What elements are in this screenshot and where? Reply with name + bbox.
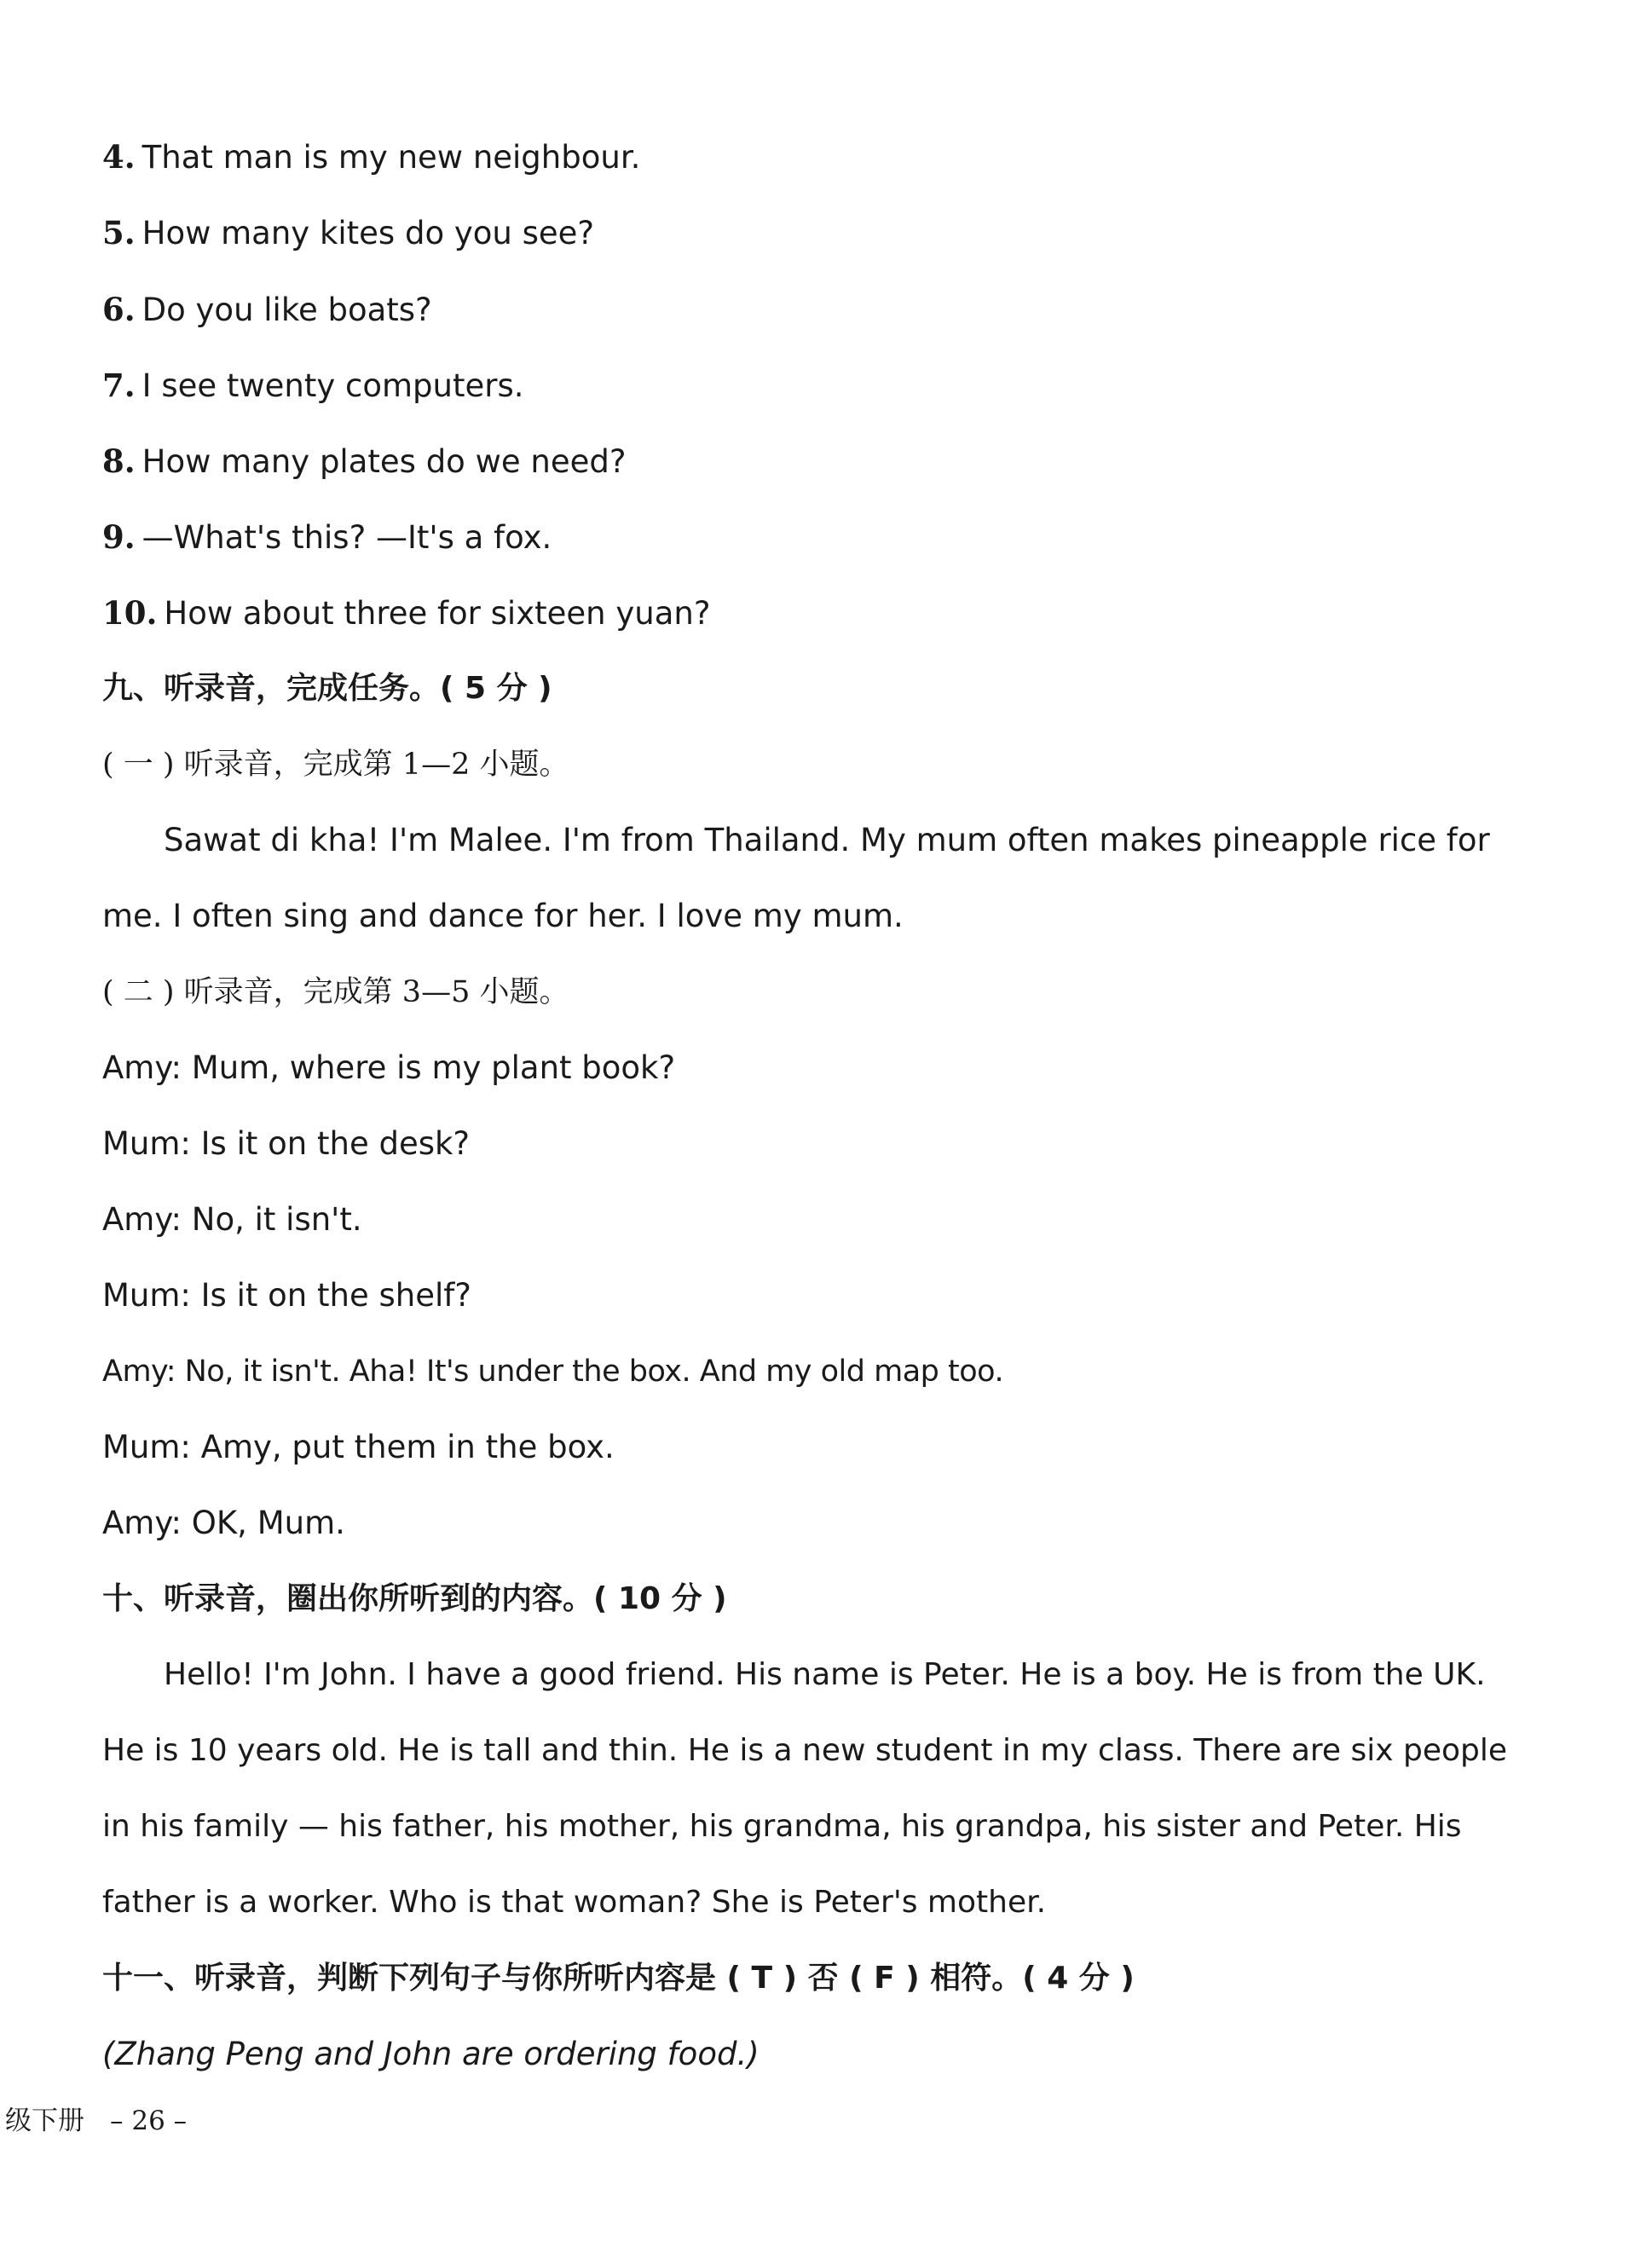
paragraph-line: me. I often sing and dance for her. I love my mum.	[102, 898, 904, 934]
section-11-heading: 十一、听录音，判断下列句子与你所听内容是 ( T ) 否 ( F ) 相符。( 4 分 )	[102, 1961, 1135, 1996]
item-number: 7.	[102, 367, 136, 404]
item-number: 4.	[102, 138, 136, 176]
section-9-heading: 九、听录音，完成任务。( 5 分 )	[102, 671, 552, 706]
dialogue-line: Mum: Is it on the desk?	[102, 1125, 471, 1162]
paragraph-line: He is 10 years old. He is tall and thin. He is a new student in my class. There are six people	[102, 1733, 1508, 1768]
item-text: How about three for sixteen yuan?	[164, 595, 711, 632]
item-number: 9.	[102, 518, 136, 556]
item-number: 5.	[102, 214, 136, 251]
item-text: How many plates do we need?	[142, 443, 627, 480]
paragraph-line: Hello! I'm John. I have a good friend. His name is Peter. He is a boy. He is from the UK.	[164, 1657, 1486, 1692]
dialogue-line: Mum: Amy, put them in the box.	[102, 1429, 615, 1465]
list-item	[102, 518, 552, 557]
page-footer	[5, 2104, 187, 2138]
paragraph-line: Sawat di kha! I'm Malee. I'm from Thailand. My mum often makes pineapple rice for	[164, 822, 1490, 858]
dialogue-line: Amy: OK, Mum.	[102, 1505, 345, 1541]
item-text: —What's this? —It's a fox.	[142, 519, 552, 556]
list-item	[102, 367, 524, 405]
paragraph-line: in his family — his father, his mother, his grandma, his grandpa, his sister and Peter. His	[102, 1809, 1462, 1844]
book-label: 级下册	[5, 2106, 84, 2136]
list-item	[102, 594, 710, 633]
list-item	[102, 214, 594, 252]
item-text: How many kites do you see?	[142, 215, 595, 251]
item-text: That man is my new neighbour.	[142, 139, 641, 176]
dialogue-line: Amy: No, it isn't.	[102, 1201, 362, 1238]
list-item	[102, 138, 640, 176]
list-item	[102, 291, 432, 329]
section-10-heading: 十、听录音，圈出你所听到的内容。( 10 分 )	[102, 1581, 727, 1616]
item-number: 8.	[102, 442, 136, 480]
list-item	[102, 442, 626, 481]
section-9-part-1-heading: ( 一 ) 听录音，完成第 1—2 小题。	[102, 748, 569, 782]
item-number: 6.	[102, 291, 136, 328]
item-text: Do you like boats?	[142, 292, 432, 328]
section-9-part-2-heading: ( 二 ) 听录音，完成第 3—5 小题。	[102, 975, 569, 1009]
paragraph-line: father is a worker. Who is that woman? She is Peter's mother.	[102, 1885, 1047, 1920]
scenario-note: (Zhang Peng and John are ordering food.)	[102, 2036, 760, 2072]
dialogue-line: Amy: No, it isn't. Aha! It's under the box. And my old map too.	[102, 1355, 1004, 1389]
dialogue-line: Mum: Is it on the shelf?	[102, 1277, 471, 1314]
item-text: I see twenty computers.	[142, 367, 524, 404]
dialogue-line: Amy: Mum, where is my plant book?	[102, 1049, 676, 1086]
item-number: 10.	[102, 594, 158, 632]
page-number: – 26 –	[110, 2106, 188, 2136]
